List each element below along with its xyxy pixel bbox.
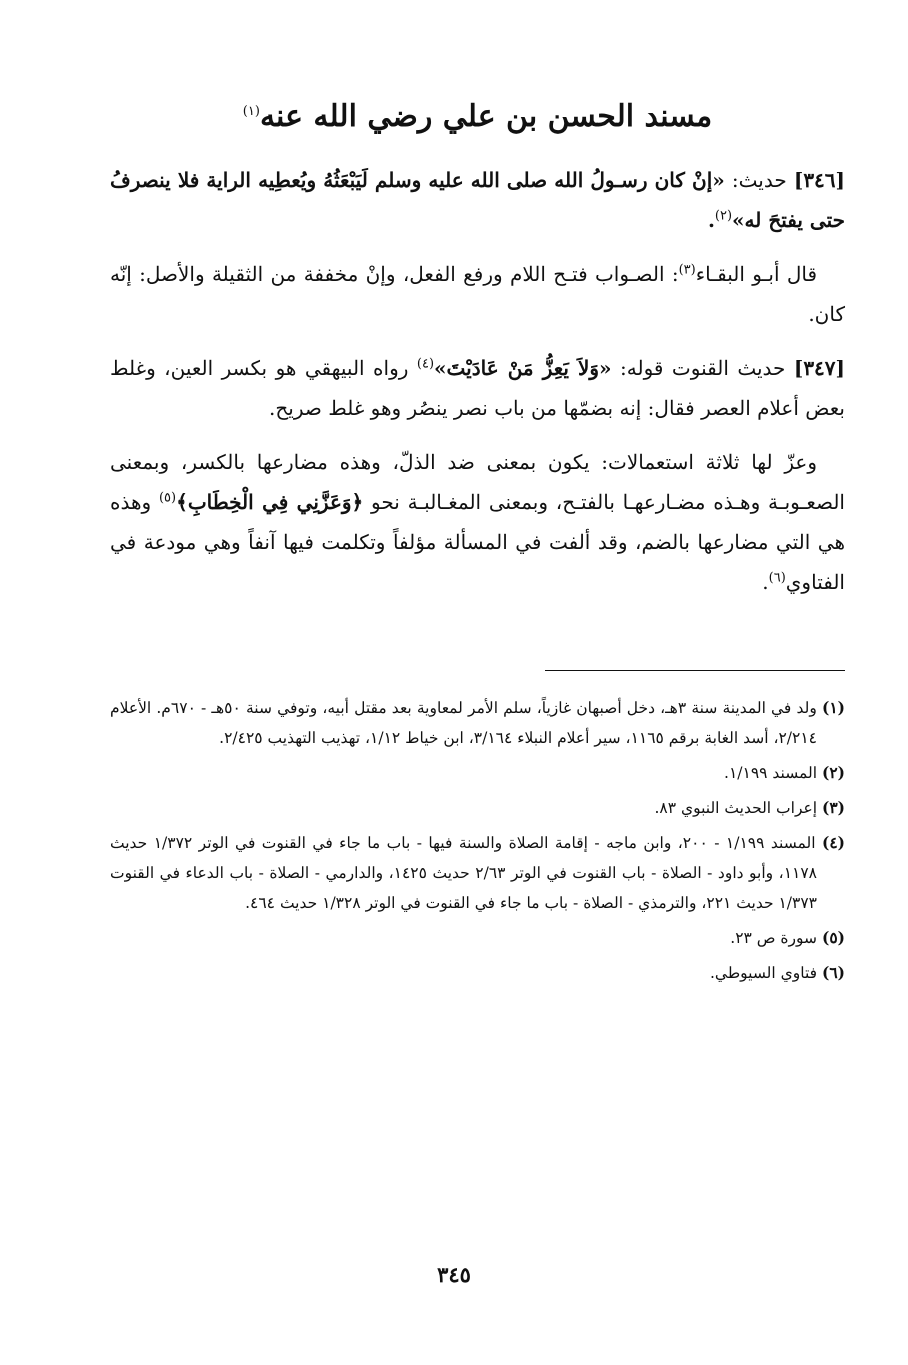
izz-footnote-marker-5: (٥) (158, 490, 177, 506)
abu-albaqa-paragraph (110, 254, 845, 334)
footnotes (110, 693, 845, 988)
page-title (110, 92, 845, 142)
izz-end: . (762, 570, 769, 594)
footnote-number: (١) (822, 698, 846, 717)
footnote-6 (110, 958, 845, 988)
footnote-text: إعراب الحديث النبوي ٨٣. (654, 799, 818, 817)
hadith-347-label: حديث القنوت قوله: (620, 356, 786, 380)
footnote-divider (545, 670, 845, 671)
footnote-1 (110, 693, 845, 753)
footnote-text: المسند ١/١٩٩. (724, 764, 818, 782)
quran-verse: ﴿وَعَزَّنِي فِي الْخِطَابِ﴾ (176, 490, 364, 514)
page-number: ٣٤٥ (437, 1262, 471, 1287)
footnote-2 (110, 758, 845, 788)
footnote-text: المسند ١/١٩٩ - ٢٠٠، وابن ماجه - إقامة الصلاة والسنة فيها - باب ما جاء في القنوت في الوتر ١/٣٧٢ حديث ١١٧٨، وأبو داود - الصلاة - باب القنوت في الوتر ٢/٦٣ حديث ١٤٢٥، والدارمي - الصلاة - باب الدعاء في القنوت ١/٣٧٣ حديث ٢٢١، والترمذي - الصلاة - باب ما جاء في القنوت في الوتر ١/٣٢٨ حديث ٤٦٤. (110, 834, 817, 912)
book-page (110, 80, 845, 1310)
title-footnote-marker: (١) (242, 104, 260, 119)
footnote-spacer (110, 616, 845, 670)
hadith-346-footnote-marker: (٢) (714, 208, 733, 224)
hadith-347-text: رواه البيهقي هو بكسر العين، وغلط بعض أعلام العصر فقال: إنه بضمّها من باب نصر ينصُر وهو غلط صريح. (110, 356, 845, 420)
footnote-number: (٦) (821, 963, 845, 982)
footnote-4 (110, 828, 845, 918)
footnote-text: فتاوي السيوطي. (709, 964, 818, 982)
abu-albaqa-text: : الصـواب فتـح اللام ورفع الفعل، وإنْ مخففة من الثقيلة والأصل: إنّه كان. (110, 262, 845, 326)
hadith-346-number: [٣٤٦] (793, 168, 846, 192)
hadith-347-paragraph (110, 348, 845, 428)
izz-text-start: وعزّ لها ثلاثة استعمالات: يكون بمعنى ضد الذلّ، وهذه مضارعها بالكسر، وبمعنى الصعـوبـة وهـذه مضـارعهـا بالفتـح، وبمعنى المغـالبـة نحو (110, 450, 845, 514)
title-text: مسند الحسن بن علي رضي الله عنه (259, 99, 713, 134)
izz-text-mid: وهذه هي التي مضارعها بالضم، وقد ألفت في المسألة مؤلفاً وتكلمت فيها آنفاً وهي مودعة في الفتاوي (110, 490, 845, 594)
hadith-347-quote: «وَلاَ يَعِزُّ مَنْ عَادَيْتَ» (434, 356, 612, 380)
abu-albaqa-lead: قال أبـو البقـاء (695, 262, 818, 286)
izz-paragraph (110, 442, 845, 602)
hadith-346-paragraph (110, 160, 845, 240)
footnote-number: (٥) (821, 928, 845, 947)
footnote-number: (٢) (821, 763, 845, 782)
hadith-347-number: [٣٤٧] (793, 356, 846, 380)
footnote-text: سورة ص ٢٣. (730, 929, 818, 947)
izz-footnote-marker-6: (٦) (768, 570, 786, 586)
hadith-346-label: حديث: (731, 168, 787, 192)
hadith-347-footnote-marker: (٤) (416, 356, 435, 372)
footnote-3 (110, 793, 845, 823)
footnote-number: (٤) (821, 833, 845, 852)
hadith-346-text: «إنْ كان رسـولُ الله صلى الله عليه وسلم لَيَبْعَثُهُ ويُعطِيه الراية فلا ينصرفُ حتى يفتحَ له» (110, 168, 845, 232)
footnote-number: (٣) (821, 798, 845, 817)
footnote-text: ولد في المدينة سنة ٣هـ، دخل أصبهان غازياً، سلم الأمر لمعاوية بعد مقتل أبيه، وتوفي سنة ٥٠هـ - ٦٧٠م. الأعلام ٢/٢١٤، أسد الغابة برقم ١١٦٥، سير أعلام النبلاء ٣/١٦٤، ابن خياط ١/١٢، تهذيب التهذيب ٢/٤٢٥. (110, 699, 817, 747)
hadith-346-end: . (707, 208, 715, 232)
footnote-5 (110, 923, 845, 953)
abu-albaqa-footnote-marker: (٣) (678, 262, 696, 278)
